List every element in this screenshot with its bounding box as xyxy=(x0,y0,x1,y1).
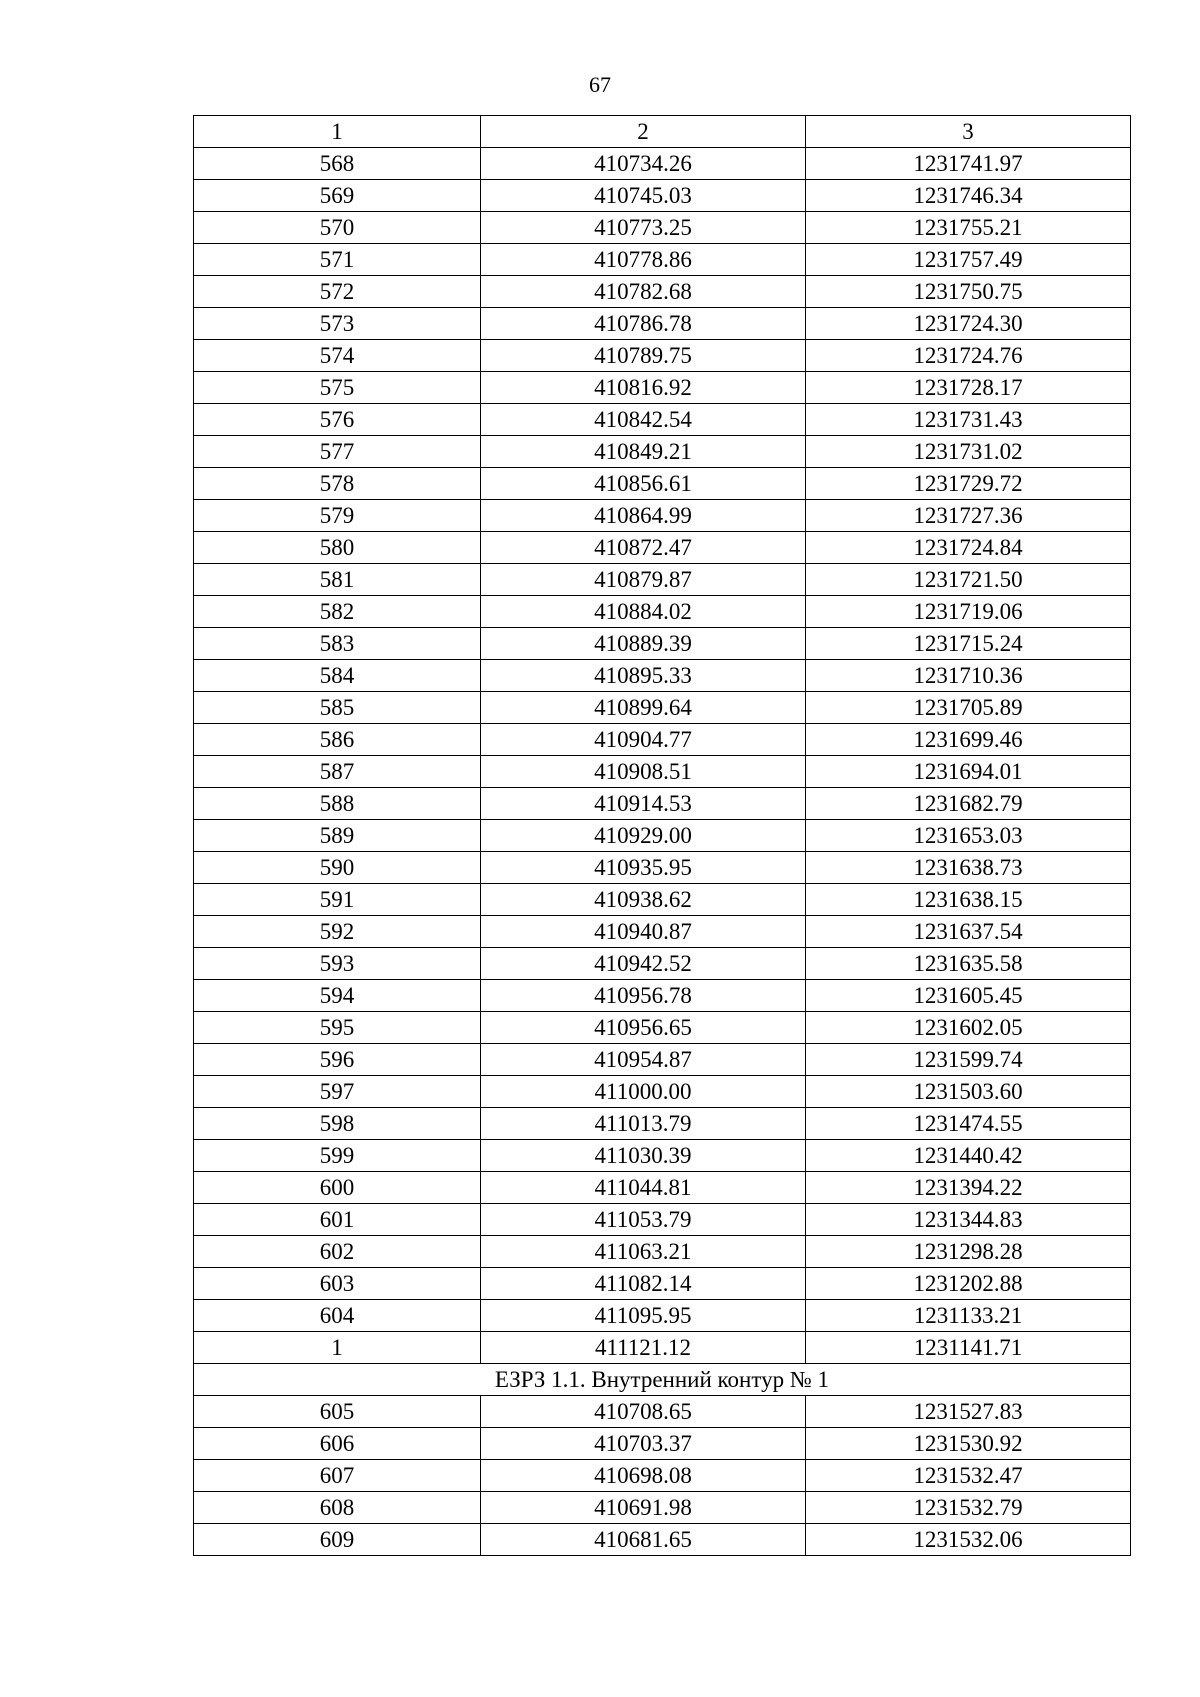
table-header-row xyxy=(194,116,1131,148)
y-coordinate-cell: 1231141.71 xyxy=(806,1332,1131,1364)
table-row xyxy=(194,1012,1131,1044)
table-row xyxy=(194,244,1131,276)
table-row xyxy=(194,1204,1131,1236)
x-coordinate-cell: 410954.87 xyxy=(481,1044,806,1076)
point-number-cell: 572 xyxy=(194,276,481,308)
y-coordinate-cell: 1231503.60 xyxy=(806,1076,1131,1108)
point-number-cell: 571 xyxy=(194,244,481,276)
y-coordinate-cell: 1231637.54 xyxy=(806,916,1131,948)
y-coordinate-cell: 1231729.72 xyxy=(806,468,1131,500)
x-coordinate-cell: 411063.21 xyxy=(481,1236,806,1268)
table-row xyxy=(194,852,1131,884)
y-coordinate-cell: 1231731.02 xyxy=(806,436,1131,468)
y-coordinate-cell: 1231599.74 xyxy=(806,1044,1131,1076)
point-number-cell: 581 xyxy=(194,564,481,596)
point-number-cell: 573 xyxy=(194,308,481,340)
x-coordinate-cell: 410745.03 xyxy=(481,180,806,212)
table-row xyxy=(194,1108,1131,1140)
x-coordinate-cell: 410908.51 xyxy=(481,756,806,788)
point-number-cell: 592 xyxy=(194,916,481,948)
y-coordinate-cell: 1231474.55 xyxy=(806,1108,1131,1140)
table-row xyxy=(194,1044,1131,1076)
y-coordinate-cell: 1231653.03 xyxy=(806,820,1131,852)
table-row xyxy=(194,532,1131,564)
table-row xyxy=(194,724,1131,756)
y-coordinate-cell: 1231755.21 xyxy=(806,212,1131,244)
column-header-point: 1 xyxy=(194,116,481,148)
table-row xyxy=(194,820,1131,852)
x-coordinate-cell: 410938.62 xyxy=(481,884,806,916)
column-header-y: 3 xyxy=(806,116,1131,148)
point-number-cell: 570 xyxy=(194,212,481,244)
y-coordinate-cell: 1231731.43 xyxy=(806,404,1131,436)
y-coordinate-cell: 1231527.83 xyxy=(806,1396,1131,1428)
x-coordinate-cell: 411053.79 xyxy=(481,1204,806,1236)
x-coordinate-cell: 410929.00 xyxy=(481,820,806,852)
point-number-cell: 591 xyxy=(194,884,481,916)
point-number-cell: 593 xyxy=(194,948,481,980)
point-number-cell: 587 xyxy=(194,756,481,788)
y-coordinate-cell: 1231750.75 xyxy=(806,276,1131,308)
table-row xyxy=(194,1140,1131,1172)
point-number-cell: 609 xyxy=(194,1524,481,1556)
x-coordinate-cell: 411121.12 xyxy=(481,1332,806,1364)
point-number-cell: 598 xyxy=(194,1108,481,1140)
y-coordinate-cell: 1231705.89 xyxy=(806,692,1131,724)
table-row xyxy=(194,564,1131,596)
x-coordinate-cell: 410849.21 xyxy=(481,436,806,468)
point-number-cell: 605 xyxy=(194,1396,481,1428)
x-coordinate-cell: 410681.65 xyxy=(481,1524,806,1556)
point-number-cell: 602 xyxy=(194,1236,481,1268)
table-row xyxy=(194,788,1131,820)
point-number-cell: 596 xyxy=(194,1044,481,1076)
x-coordinate-cell: 410864.99 xyxy=(481,500,806,532)
table-row xyxy=(194,1492,1131,1524)
y-coordinate-cell: 1231724.84 xyxy=(806,532,1131,564)
table-row xyxy=(194,1332,1131,1364)
table-row xyxy=(194,1396,1131,1428)
y-coordinate-cell: 1231605.45 xyxy=(806,980,1131,1012)
table-row xyxy=(194,1460,1131,1492)
y-coordinate-cell: 1231719.06 xyxy=(806,596,1131,628)
x-coordinate-cell: 410889.39 xyxy=(481,628,806,660)
table-row xyxy=(194,468,1131,500)
table-row xyxy=(194,148,1131,180)
x-coordinate-cell: 410884.02 xyxy=(481,596,806,628)
x-coordinate-cell: 410782.68 xyxy=(481,276,806,308)
table-row xyxy=(194,948,1131,980)
point-number-cell: 589 xyxy=(194,820,481,852)
table-row xyxy=(194,692,1131,724)
point-number-cell: 594 xyxy=(194,980,481,1012)
coordinates-table xyxy=(193,115,1131,1556)
x-coordinate-cell: 411044.81 xyxy=(481,1172,806,1204)
point-number-cell: 585 xyxy=(194,692,481,724)
table-row xyxy=(194,596,1131,628)
y-coordinate-cell: 1231694.01 xyxy=(806,756,1131,788)
point-number-cell: 600 xyxy=(194,1172,481,1204)
x-coordinate-cell: 410940.87 xyxy=(481,916,806,948)
y-coordinate-cell: 1231602.05 xyxy=(806,1012,1131,1044)
point-number-cell: 574 xyxy=(194,340,481,372)
x-coordinate-cell: 410773.25 xyxy=(481,212,806,244)
y-coordinate-cell: 1231298.28 xyxy=(806,1236,1131,1268)
table-row xyxy=(194,884,1131,916)
x-coordinate-cell: 410842.54 xyxy=(481,404,806,436)
point-number-cell: 586 xyxy=(194,724,481,756)
x-coordinate-cell: 410956.78 xyxy=(481,980,806,1012)
y-coordinate-cell: 1231638.15 xyxy=(806,884,1131,916)
x-coordinate-cell: 410914.53 xyxy=(481,788,806,820)
point-number-cell: 568 xyxy=(194,148,481,180)
y-coordinate-cell: 1231394.22 xyxy=(806,1172,1131,1204)
y-coordinate-cell: 1231682.79 xyxy=(806,788,1131,820)
point-number-cell: 607 xyxy=(194,1460,481,1492)
y-coordinate-cell: 1231440.42 xyxy=(806,1140,1131,1172)
x-coordinate-cell: 410734.26 xyxy=(481,148,806,180)
table-row xyxy=(194,372,1131,404)
y-coordinate-cell: 1231532.79 xyxy=(806,1492,1131,1524)
y-coordinate-cell: 1231741.97 xyxy=(806,148,1131,180)
y-coordinate-cell: 1231532.47 xyxy=(806,1460,1131,1492)
point-number-cell: 597 xyxy=(194,1076,481,1108)
table-row xyxy=(194,308,1131,340)
table-row xyxy=(194,1268,1131,1300)
point-number-cell: 580 xyxy=(194,532,481,564)
point-number-cell: 603 xyxy=(194,1268,481,1300)
x-coordinate-cell: 410816.92 xyxy=(481,372,806,404)
table-row xyxy=(194,1076,1131,1108)
x-coordinate-cell: 410778.86 xyxy=(481,244,806,276)
y-coordinate-cell: 1231133.21 xyxy=(806,1300,1131,1332)
table-row xyxy=(194,916,1131,948)
y-coordinate-cell: 1231757.49 xyxy=(806,244,1131,276)
table-row xyxy=(194,276,1131,308)
x-coordinate-cell: 410703.37 xyxy=(481,1428,806,1460)
table-row xyxy=(194,436,1131,468)
table-row xyxy=(194,212,1131,244)
x-coordinate-cell: 410691.98 xyxy=(481,1492,806,1524)
point-number-cell: 608 xyxy=(194,1492,481,1524)
point-number-cell: 582 xyxy=(194,596,481,628)
table-row xyxy=(194,340,1131,372)
point-number-cell: 595 xyxy=(194,1012,481,1044)
y-coordinate-cell: 1231727.36 xyxy=(806,500,1131,532)
table-row xyxy=(194,1236,1131,1268)
point-number-cell: 578 xyxy=(194,468,481,500)
point-number-cell: 1 xyxy=(194,1332,481,1364)
point-number-cell: 606 xyxy=(194,1428,481,1460)
table-row xyxy=(194,1524,1131,1556)
y-coordinate-cell: 1231530.92 xyxy=(806,1428,1131,1460)
y-coordinate-cell: 1231699.46 xyxy=(806,724,1131,756)
x-coordinate-cell: 410935.95 xyxy=(481,852,806,884)
point-number-cell: 583 xyxy=(194,628,481,660)
y-coordinate-cell: 1231715.24 xyxy=(806,628,1131,660)
table-row xyxy=(194,660,1131,692)
x-coordinate-cell: 410786.78 xyxy=(481,308,806,340)
y-coordinate-cell: 1231710.36 xyxy=(806,660,1131,692)
y-coordinate-cell: 1231202.88 xyxy=(806,1268,1131,1300)
table-row xyxy=(194,1428,1131,1460)
x-coordinate-cell: 410904.77 xyxy=(481,724,806,756)
table-row xyxy=(194,628,1131,660)
x-coordinate-cell: 410942.52 xyxy=(481,948,806,980)
x-coordinate-cell: 411095.95 xyxy=(481,1300,806,1332)
y-coordinate-cell: 1231638.73 xyxy=(806,852,1131,884)
x-coordinate-cell: 411030.39 xyxy=(481,1140,806,1172)
point-number-cell: 601 xyxy=(194,1204,481,1236)
x-coordinate-cell: 411082.14 xyxy=(481,1268,806,1300)
x-coordinate-cell: 410879.87 xyxy=(481,564,806,596)
table-row xyxy=(194,500,1131,532)
x-coordinate-cell: 410895.33 xyxy=(481,660,806,692)
x-coordinate-cell: 411013.79 xyxy=(481,1108,806,1140)
coordinates-table-body xyxy=(194,116,1131,1556)
page-number: 67 xyxy=(589,72,611,97)
y-coordinate-cell: 1231532.06 xyxy=(806,1524,1131,1556)
point-number-cell: 569 xyxy=(194,180,481,212)
point-number-cell: 584 xyxy=(194,660,481,692)
x-coordinate-cell: 410698.08 xyxy=(481,1460,806,1492)
y-coordinate-cell: 1231728.17 xyxy=(806,372,1131,404)
point-number-cell: 588 xyxy=(194,788,481,820)
table-row xyxy=(194,180,1131,212)
x-coordinate-cell: 410708.65 xyxy=(481,1396,806,1428)
table-row xyxy=(194,756,1131,788)
x-coordinate-cell: 410789.75 xyxy=(481,340,806,372)
y-coordinate-cell: 1231344.83 xyxy=(806,1204,1131,1236)
section-title: ЕЗРЗ 1.1. Внутренний контур № 1 xyxy=(194,1364,1131,1396)
point-number-cell: 575 xyxy=(194,372,481,404)
x-coordinate-cell: 411000.00 xyxy=(481,1076,806,1108)
point-number-cell: 599 xyxy=(194,1140,481,1172)
column-header-x: 2 xyxy=(481,116,806,148)
y-coordinate-cell: 1231724.76 xyxy=(806,340,1131,372)
y-coordinate-cell: 1231746.34 xyxy=(806,180,1131,212)
point-number-cell: 576 xyxy=(194,404,481,436)
table-row xyxy=(194,980,1131,1012)
point-number-cell: 577 xyxy=(194,436,481,468)
y-coordinate-cell: 1231724.30 xyxy=(806,308,1131,340)
section-title-row xyxy=(194,1364,1131,1396)
x-coordinate-cell: 410872.47 xyxy=(481,532,806,564)
point-number-cell: 579 xyxy=(194,500,481,532)
table-row xyxy=(194,404,1131,436)
point-number-cell: 604 xyxy=(194,1300,481,1332)
point-number-cell: 590 xyxy=(194,852,481,884)
table-row xyxy=(194,1172,1131,1204)
y-coordinate-cell: 1231635.58 xyxy=(806,948,1131,980)
x-coordinate-cell: 410899.64 xyxy=(481,692,806,724)
y-coordinate-cell: 1231721.50 xyxy=(806,564,1131,596)
x-coordinate-cell: 410956.65 xyxy=(481,1012,806,1044)
table-row xyxy=(194,1300,1131,1332)
x-coordinate-cell: 410856.61 xyxy=(481,468,806,500)
